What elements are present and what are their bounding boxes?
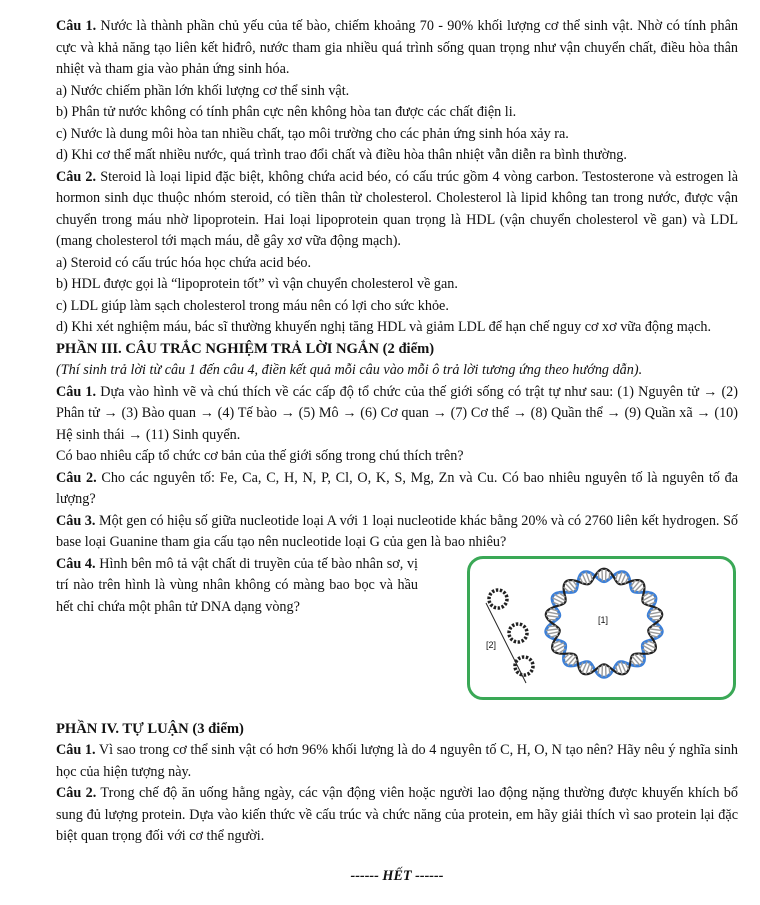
base-pair-rung [546,615,559,617]
statement-d: d) Khi cơ thể mất nhiều nước, quá trình trao đổi chất và điều hòa thân nhiệt vẫn diễn ra bình thường. [56,147,627,163]
base-pair-rung [634,582,643,591]
question-number: Câu 2. [56,168,97,185]
question-stem: Nước là thành phần chủ yếu của tế bào, chiếm khoảng 70 - 90% khối lượng cơ thể sinh vật. Nhờ có tính phân cực và khả năng tạo liên kết hiđrô, nước tham gia nhiều quá trình sống quan trọng như vận chuyển chất, điều hòa thân nhiệt và tham gia vào phản ứng sinh hóa. [56,18,738,77]
question-number: Câu 1. [56,383,97,400]
question-p3-4-block [56,554,738,719]
question-p3-1 [56,382,738,447]
question-p3-3 [56,511,738,554]
end-marker: ------ HẾT ------ [350,867,444,884]
base-pair-rung [568,580,576,590]
base-pair-rung [649,615,662,617]
question-p2-1 [56,16,738,81]
base-pair-rung [598,571,599,579]
question-number: Câu 3. [56,512,96,529]
base-pair-rung [652,619,660,620]
part4-heading: PHẦN IV. TỰ LUẬN (3 điểm) [56,720,244,737]
label-1: [1] [598,614,609,625]
plasmid-icon [489,590,507,608]
exam-page [56,16,738,887]
statement-d: d) Khi xét nghiệm máu, bác sĩ thường khuyến nghị tăng HDL và giảm LDL để hạn chế nguy cơ xơ vữa động mạch. [56,319,712,335]
question-stem: Trong chế độ ăn uống hằng ngày, các vận động viên hoặc người lao động nặng thường được khuyến khích bổ sung đủ lượng protein. Dựa vào kiến thức về cấu trúc và chức năng của protein, em hãy giải thích vì sao protein lại đặc biệt quan trọng đối với cơ thể người. [56,785,738,844]
question-number: Câu 1. [56,18,97,34]
question-stem: Cho các nguyên tố: Fe, Ca, C, H, N, P, Cl, O, K, S, Mg, Zn và Cu. Có bao nhiêu nguyên tố là nguyên tố đa lượng? [56,469,738,507]
label-2: [2] [486,639,497,650]
base-pair-rung [565,654,574,663]
question-number: Câu 2. [56,785,97,801]
statement-a: a) Nước chiếm phần lớn khối lượng cơ thể sinh vật. [56,82,350,99]
question-stem: Steroid là loại lipid đặc biệt, không chứa acid béo, có cấu trúc gồm 4 vòng carbon. Testosterone và estrogen là hormon sinh dục thuộc nhóm steroid, có tiền thân từ cholesterol. Cholesterol là lipid không tan trong nước, được vận chuyển trong máu nhờ lipoprotein. Hai loại lipoprotein quan trọng là HDL (vận chuyển cholesterol về gan) và LDL (mang cholesterol tới mạch máu, dễ gây xơ vữa động mạch). [56,168,739,249]
statement-c: c) Nước là dung môi hòa tan nhiều chất, tạo môi trường cho các phản ứng sinh hóa xảy ra. [56,125,569,142]
question-p3-2 [56,468,738,511]
question-p4-2 [56,783,738,848]
question-number: Câu 2. [56,469,97,486]
part3-heading: PHẦN III. CÂU TRẮC NGHIỆM TRẢ LỜI NGẮN (2 điểm) [56,340,435,357]
base-pair-rung [652,626,660,627]
base-pair-rung [548,626,556,627]
base-pair-rung [632,580,640,590]
question-number: Câu 1. [56,742,96,758]
base-pair-rung [598,666,599,674]
base-pair-rung [634,654,643,663]
question-p4-1 [56,740,738,783]
statement-b: b) Phân tử nước không có tính phân cực nên không hòa tan được các chất điện li. [56,104,517,120]
statement-c: c) LDL giúp làm sạch cholesterol trong máu nên có lợi cho sức khỏe. [56,297,449,314]
base-pair-rung [609,666,610,674]
base-pair-rung [609,571,610,579]
statement-b: b) HDL được gọi là “lipoprotein tốt” vì vận chuyển cholesterol về gan. [56,276,458,292]
question-ask: Có bao nhiêu cấp tổ chức cơ bản của thế giới sống trong chú thích trên? [56,448,464,464]
base-pair-rung [565,582,574,591]
question-stem: Dựa vào hình vẽ và chú thích về các cấp độ tổ chức của thế giới sống có trật tự như sau: (1) Nguyên tử → (2) Phân tử → (3) Bào quan → (4) Tế bào → (5) Mô → (6) Cơ quan → (7) Cơ thể → (8) Quần thể → (9) Quần xã → (10) Hệ sinh thái → (11) Sinh quyển. [56,383,738,443]
prokaryote-dna-figure [467,556,736,700]
part3-instruction: (Thí sinh trả lời từ câu 1 đến câu 4, điền kết quả mỗi câu vào mỗi ô trả lời tương ứng theo hướng dẫn). [56,362,643,378]
dna-diagram [470,559,733,697]
question-stem: Vì sao trong cơ thể sinh vật có hơn 96% khối lượng là do 4 nguyên tố C, H, O, N tạo nên? Hãy nêu ý nghĩa sinh học của hiện tượng này. [56,742,738,780]
question-stem: Hình bên mô tả vật chất di truyền của tế bào nhân sơ, vị trí nào trên hình là vùng nhân không có màng bao bọc và hầu hết chỉ chứa một phân tử DNA dạng vòng? [56,555,418,615]
question-p2-2 [56,167,738,253]
question-p3-4 [56,554,418,619]
base-pair-rung [548,619,556,620]
statement-a: a) Steroid có cấu trúc hóa học chứa acid béo. [56,254,312,271]
question-number: Câu 4. [56,555,96,572]
plasmid-icon [509,624,527,642]
question-stem: Một gen có hiệu số giữa nucleotide loại A với 1 loại nucleotide khác bằng 20% và có 2760 liên kết hydrogen. Số base loại Guanine tham gia cấu tạo nên nucleotide loại G của gen là bao nhiêu? [56,512,738,550]
